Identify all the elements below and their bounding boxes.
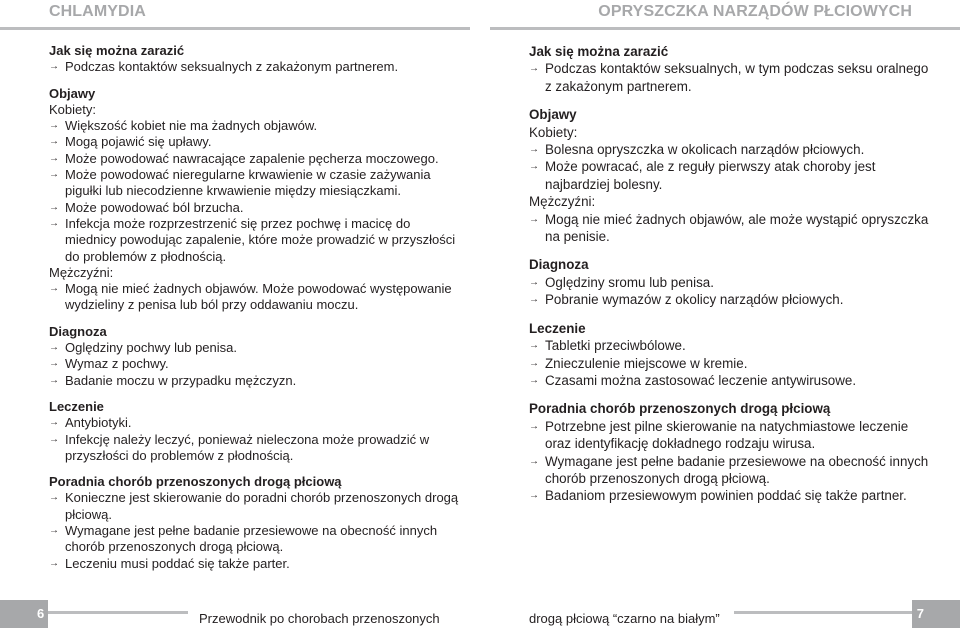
list-item-text: Może powodować ból brzucha. [65, 199, 244, 215]
bullet-list [49, 340, 459, 389]
section-heading: Leczenie [529, 320, 586, 336]
arrow-right-icon: → [49, 433, 59, 445]
list-item [529, 337, 929, 354]
bullet-list [49, 118, 459, 265]
list-item-text: Infekcja może rozprzestrzenić się przez pochwę i macicę do miednicy powodując zapalenie, które może prowadzić w przyszłości do problemów z płodnością. [65, 215, 456, 264]
arrow-right-icon: → [49, 217, 59, 229]
bullet-list [529, 274, 929, 309]
list-item-text: Tabletki przeciwbólowe. [545, 338, 686, 354]
page-number-box [912, 600, 960, 628]
arrow-right-icon: → [529, 213, 539, 225]
group-label: Mężczyźni: [529, 194, 596, 210]
section-heading: Jak się można zarazić [49, 43, 185, 58]
section-heading: Poradnia chorób przenoszonych drogą płciową [529, 401, 831, 417]
arrow-right-icon: → [49, 358, 59, 370]
list-item-text: Oględziny pochwy lub penisa. [65, 340, 237, 356]
list-item-text: Antybiotyki. [65, 415, 132, 431]
bullet-list [529, 418, 929, 505]
list-item-text: Bolesna opryszczka w okolicach narządów płciowych. [545, 142, 865, 158]
bullet-list [49, 415, 459, 464]
list-item [49, 356, 459, 372]
arrow-right-icon: → [529, 420, 539, 432]
section [49, 43, 459, 76]
arrow-right-icon: → [49, 557, 59, 569]
section [529, 320, 929, 390]
arrow-right-icon: → [49, 525, 59, 537]
list-item [49, 340, 459, 356]
section [529, 43, 929, 95]
arrow-right-icon: → [529, 374, 539, 386]
list-item-text: Potrzebne jest pilne skierowanie na natychmiastowe leczenie oraz identyfikację dokładnego rodzaju wirusa. [545, 418, 909, 452]
list-item-text: Mogą pojawić się upławy. [65, 134, 212, 150]
section-heading: Diagnoza [529, 257, 589, 273]
header-rule [0, 27, 470, 30]
list-item-text: Oględziny sromu lub penisa. [545, 274, 714, 290]
list-item [49, 432, 459, 465]
list-item-text: Pobranie wymazów z okolicy narządów płciowych. [545, 292, 844, 308]
list-item [529, 418, 929, 453]
list-item-text: Podczas kontaktów seksualnych, w tym podczas seksu oralnego z zakażonym partnerem. [545, 61, 929, 94]
section-heading: Jak się można zarazić [529, 44, 669, 59]
list-item [529, 291, 929, 308]
bullet-list [49, 281, 459, 314]
list-item [529, 487, 929, 504]
list-item-text: Podczas kontaktów seksualnych z zakażonym partnerem. [65, 59, 399, 75]
section-heading: Objawy [49, 85, 96, 101]
right-page [480, 0, 960, 628]
list-item [529, 274, 929, 291]
arrow-right-icon: → [49, 120, 59, 132]
arrow-right-icon: → [529, 276, 539, 288]
list-item [529, 372, 929, 389]
list-item-text: Mogą nie mieć żadnych objawów, ale może wystąpić opryszczka na penisie. [545, 211, 929, 245]
section [49, 324, 459, 389]
section [49, 86, 459, 314]
page-content [529, 43, 929, 505]
section [49, 399, 459, 464]
arrow-right-icon: → [49, 374, 59, 386]
page-number-box [0, 600, 48, 628]
section-heading: Poradnia chorób przenoszonych drogą płciową [49, 474, 342, 490]
list-item [49, 415, 459, 431]
list-item-text: Infekcję należy leczyć, ponieważ nieleczona może prowadzić w przyszłości do problemów z płodnością. [65, 431, 430, 463]
bullet-list [529, 60, 929, 95]
arrow-right-icon: → [49, 283, 59, 295]
arrow-right-icon: → [529, 63, 539, 75]
section-heading: Leczenie [49, 398, 104, 414]
list-item [49, 490, 459, 523]
arrow-right-icon: → [529, 161, 539, 173]
arrow-right-icon: → [49, 136, 59, 148]
list-item-text: Badaniom przesiewowym powinien poddać się także partner. [545, 488, 907, 504]
list-item [49, 200, 459, 216]
arrow-right-icon: → [49, 201, 59, 213]
list-item [529, 355, 929, 372]
page-header-title: OPRYSZCZKA NARZĄDÓW PŁCIOWYCH [598, 3, 912, 20]
list-item-text: Mogą nie mieć żadnych objawów. Może powodować występowanie wydzieliny z penisa lub ból przy oddawaniu moczu. [65, 281, 452, 313]
arrow-right-icon: → [529, 294, 539, 306]
list-item-text: Wymaz z pochwy. [65, 356, 169, 372]
list-item [49, 281, 459, 314]
footer-text: Przewodnik po chorobach przenoszonych [199, 611, 440, 626]
footer-rule [48, 611, 188, 614]
list-item-text: Może powodować nieregularne krwawienie w czasie zażywania pigułki lub niecodzienne krwawienie między miesiączkami. [65, 167, 431, 199]
section [49, 474, 459, 572]
group-label: Kobiety: [49, 101, 96, 117]
group-label: Mężczyźni: [49, 264, 114, 280]
page-number: 7 [916, 606, 924, 621]
arrow-right-icon: → [529, 455, 539, 467]
arrow-right-icon: → [49, 61, 59, 73]
section-heading: Diagnoza [49, 323, 107, 339]
arrow-right-icon: → [49, 152, 59, 164]
list-item [529, 60, 929, 95]
list-item [49, 523, 459, 556]
bullet-list [49, 490, 459, 571]
footer-rule [734, 611, 912, 614]
header-rule [490, 27, 960, 30]
arrow-right-icon: → [49, 492, 59, 504]
list-item [49, 373, 459, 389]
list-item-text: Wymagane jest pełne badanie przesiewowe na obecność innych chorób przenoszonych drogą płciową. [545, 453, 929, 486]
arrow-right-icon: → [529, 144, 539, 156]
bullet-list [529, 141, 929, 193]
bullet-list [529, 211, 929, 246]
arrow-right-icon: → [529, 490, 539, 502]
list-item-text: Czasami można zastosować leczenie antywirusowe. [545, 372, 857, 388]
list-item-text: Większość kobiet nie ma żadnych objawów. [65, 118, 318, 134]
bullet-list [529, 337, 929, 389]
arrow-right-icon: → [49, 342, 59, 354]
section [529, 106, 929, 245]
bullet-list [49, 59, 459, 75]
arrow-right-icon: → [49, 169, 59, 181]
list-item [49, 59, 459, 75]
list-item-text: Badanie moczu w przypadku mężczyzn. [65, 372, 297, 388]
list-item-text: Konieczne jest skierowanie do poradni chorób przenoszonych drogą płciową. [65, 490, 459, 522]
list-item [529, 211, 929, 246]
list-item [49, 151, 459, 167]
list-item-text: Leczeniu musi poddać się także parter. [65, 555, 290, 571]
section-heading: Objawy [529, 107, 577, 123]
section [529, 256, 929, 308]
footer-text: drogą płciową “czarno na białym” [529, 611, 720, 626]
page-number: 6 [37, 606, 45, 621]
list-item [529, 453, 929, 488]
list-item-text: Może powodować nawracające zapalenie pęcherza moczowego. [65, 150, 439, 166]
group-label: Kobiety: [529, 124, 578, 140]
list-item [49, 556, 459, 572]
list-item-text: Może powracać, ale z reguły pierwszy atak choroby jest najbardziej bolesny. [545, 159, 876, 192]
page-header-title: CHLAMYDIA [49, 3, 146, 20]
list-item [49, 134, 459, 150]
list-item [49, 167, 459, 200]
page-content [49, 43, 459, 572]
arrow-right-icon: → [49, 417, 59, 429]
section [529, 400, 929, 504]
list-item [529, 141, 929, 158]
list-item [49, 118, 459, 134]
arrow-right-icon: → [529, 340, 539, 352]
list-item [529, 158, 929, 193]
list-item-text: Znieczulenie miejscowe w kremie. [545, 355, 748, 371]
list-item [49, 216, 459, 265]
list-item-text: Wymagane jest pełne badanie przesiewowe na obecność innych chorób przenoszonych drogą płciową. [65, 523, 438, 555]
arrow-right-icon: → [529, 357, 539, 369]
